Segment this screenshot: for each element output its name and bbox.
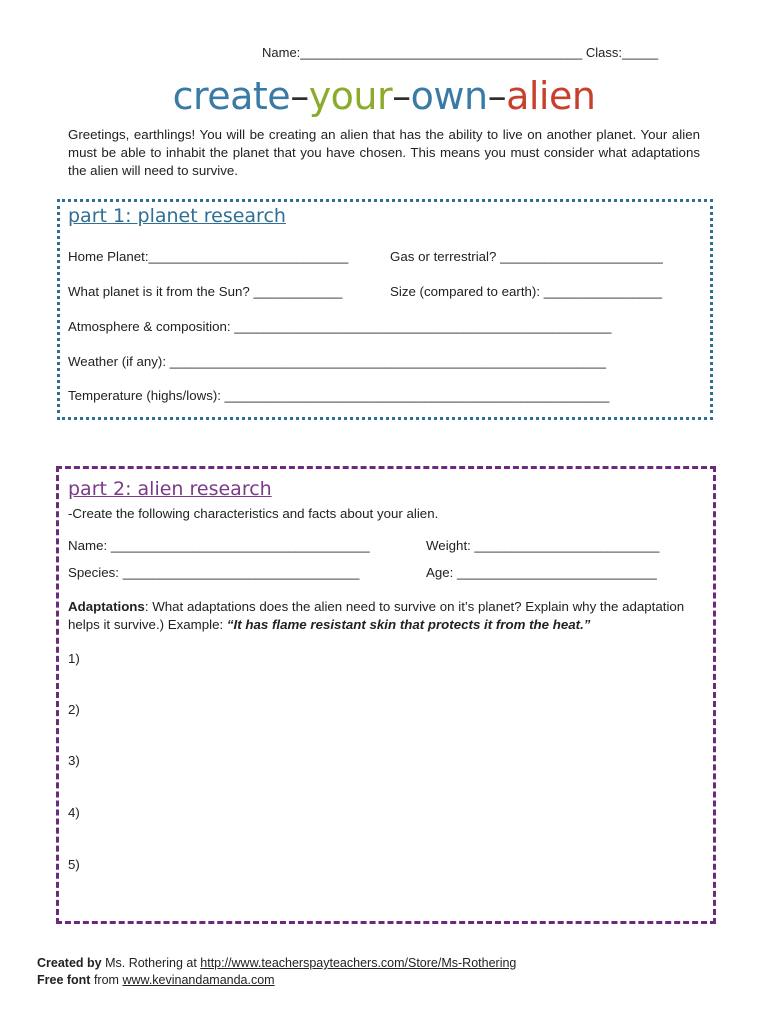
store-link[interactable]: http://www.teacherspayteachers.com/Store/Ms-Rothering [200, 956, 517, 970]
home-planet-field[interactable]: Home Planet:___________________________ [68, 249, 349, 264]
part1-title: part 1: planet research [68, 205, 286, 227]
title-dash-2: – [392, 74, 411, 118]
adaptation-item-1[interactable]: 1) [68, 651, 80, 666]
title-create: create [172, 74, 291, 118]
footer-font [37, 973, 275, 987]
alien-age-field[interactable]: Age: ___________________________ [426, 565, 657, 580]
title-dash-1: – [290, 74, 309, 118]
created-by-label: Created by [37, 956, 102, 970]
class-blank[interactable]: _____ [622, 45, 659, 60]
size-field[interactable]: Size (compared to earth): ________________ [390, 284, 663, 299]
part2-box [56, 466, 716, 924]
name-class-header [262, 45, 658, 60]
adaptation-item-3[interactable]: 3) [68, 753, 80, 768]
adaptations-label: Adaptations [68, 599, 145, 614]
free-font-label: Free font [37, 973, 91, 987]
adaptations-example: “It has flame resistant skin that protects it from the heat.” [226, 617, 591, 632]
adaptations-text: : What adaptations does the alien need to survive on it’s planet? Explain why the adaptation helps it survive.) Example: [68, 599, 685, 632]
part2-title: part 2: alien research [68, 478, 272, 500]
adaptation-item-4[interactable]: 4) [68, 805, 80, 820]
alien-weight-field[interactable]: Weight: _________________________ [426, 538, 660, 553]
intro-paragraph: Greetings, earthlings! You will be creating an alien that has the ability to live on another planet. Your alien must be able to inhabit the planet that you have chosen. This means you must consider what adaptations the alien will need to survive. [68, 127, 700, 178]
gas-terrestrial-field[interactable]: Gas or terrestrial? ______________________ [390, 249, 663, 264]
adaptation-item-5[interactable]: 5) [68, 857, 80, 872]
title-own: own [410, 74, 488, 118]
part1-box [57, 199, 713, 420]
adaptations-prompt [68, 598, 700, 634]
title-dash-3: – [487, 74, 507, 118]
name-label: Name: [262, 45, 301, 60]
temperature-field[interactable]: Temperature (highs/lows): ____________________________________________________ [68, 388, 610, 403]
page-title [0, 74, 768, 118]
part2-subtitle: -Create the following characteristics and facts about your alien. [68, 506, 439, 521]
class-label: Class: [585, 45, 623, 60]
planet-order-field[interactable]: What planet is it from the Sun? ____________ [68, 284, 343, 299]
name-blank[interactable]: _______________________________________ [300, 45, 583, 60]
title-your: your [308, 74, 393, 118]
alien-species-field[interactable]: Species: ________________________________ [68, 565, 360, 580]
title-alien: alien [506, 74, 596, 118]
atmosphere-field[interactable]: Atmosphere & composition: ___________________________________________________ [68, 319, 612, 334]
created-by-text: Ms. Rothering at [101, 956, 201, 970]
footer-credit [37, 956, 516, 970]
font-link[interactable]: www.kevinandamanda.com [122, 973, 275, 987]
alien-name-field[interactable]: Name: ___________________________________ [68, 538, 370, 553]
adaptation-item-2[interactable]: 2) [68, 702, 80, 717]
free-font-text: from [90, 973, 123, 987]
weather-field[interactable]: Weather (if any): ___________________________________________________________ [68, 354, 607, 369]
